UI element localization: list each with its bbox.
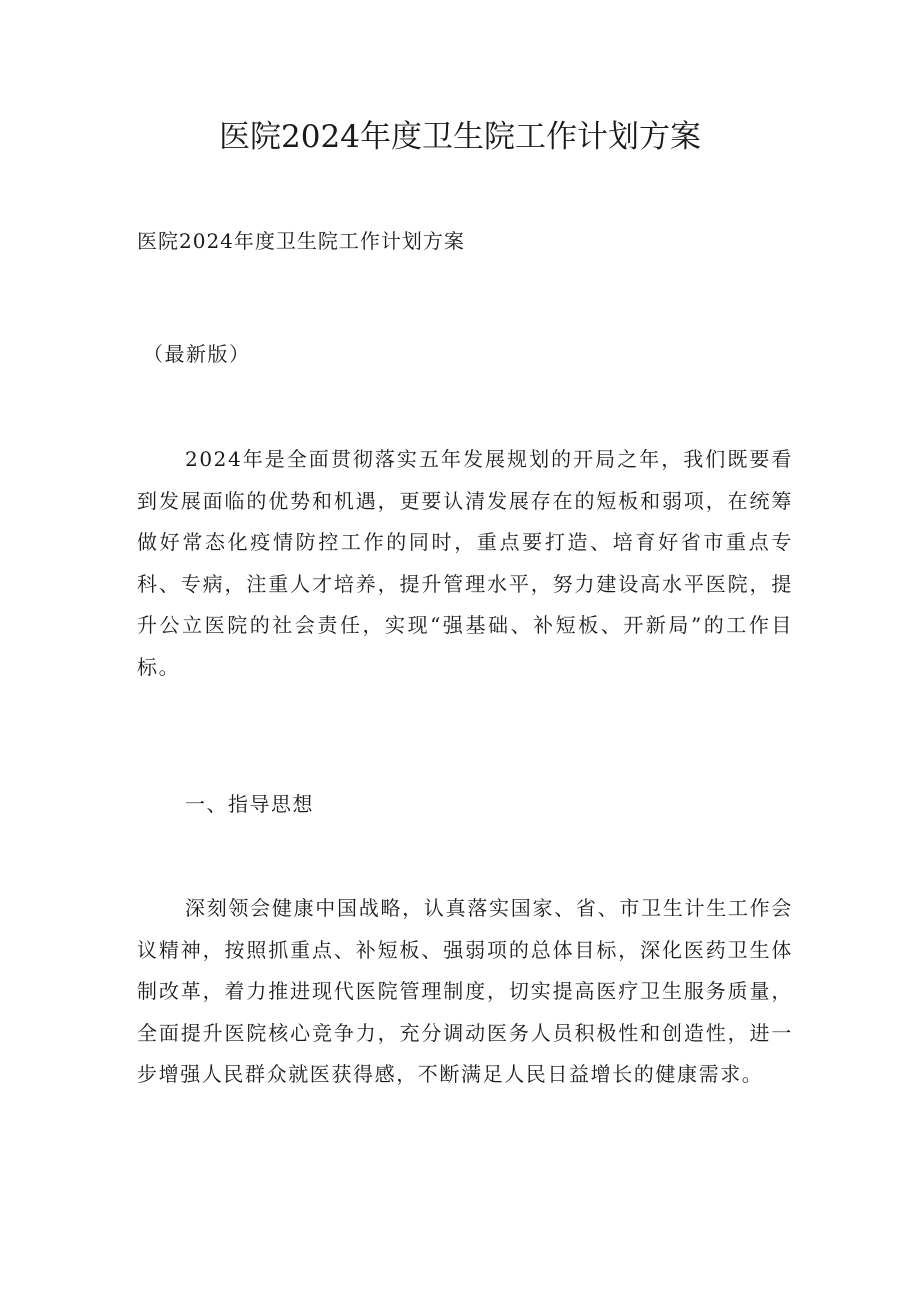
section-heading: 一、指导思想 xyxy=(185,792,314,816)
document-subtitle: 医院2024年度卫生院工作计划方案 xyxy=(137,229,465,253)
intro-paragraph: 2024年是全面贯彻落实五年发展规划的开局之年，我们既要看到发展面临的优势和机遇，更要认清发展存在的短板和弱项，在统筹做好常态化疫情防控工作的同时，重点要打造、培育好省市重点专科、专病，注重人才培养，提升管理水平，努力建设高水平医院，提升公立医院的社会责任，实现“强基础、补短板、开新局”的工作目标。 xyxy=(137,447,793,679)
document-title: 医院2024年度卫生院工作计划方案 xyxy=(219,119,701,155)
guiding-ideology-paragraph: 深刻领会健康中国战略，认真落实国家、省、市卫生计生工作会议精神，按照抓重点、补短板、强弱项的总体目标，深化医药卫生体制改革，着力推进现代医院管理制度，切实提高医疗卫生服务质量，全面提升医院核心竞争力，充分调动医务人员积极性和创造性，进一步增强人民群众就医获得感，不断满足人民日益增长的健康需求。 xyxy=(137,896,793,1087)
edition-label: （最新版） xyxy=(143,342,251,366)
